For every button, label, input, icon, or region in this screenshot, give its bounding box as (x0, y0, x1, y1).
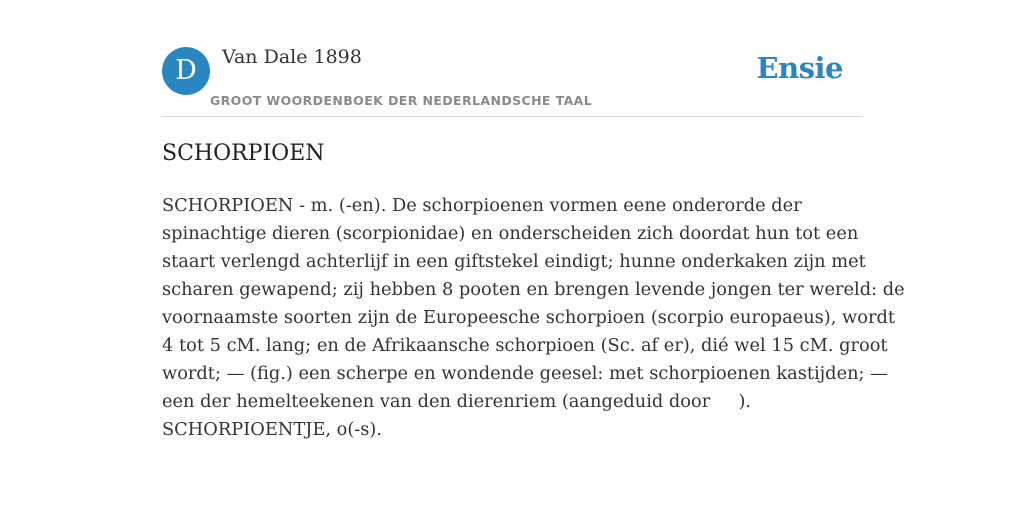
definition-line: staart verlengd achterlijf in een giftstekel eindigt; hunne onderkaken zijn met (162, 251, 866, 272)
definition-line: SCHORPIOENTJE, o(-s). (162, 419, 382, 440)
definition-line: scharen gewapend; zij hebben 8 pooten en brengen levende jongen ter wereld: de (162, 279, 905, 300)
entry-definition (162, 192, 905, 444)
dictionary-card (162, 0, 905, 512)
source-title[interactable]: Van Dale 1898 (222, 46, 362, 68)
definition-line: SCHORPIOEN - m. (-en). De schorpioenen vormen eene onderorde der (162, 195, 802, 216)
source-header (162, 0, 862, 117)
definition-line: spinachtige dieren (scorpionidae) en onderscheiden zich doordat hun tot een (162, 223, 859, 244)
entry-headword: SCHORPIOEN (162, 141, 325, 166)
source-subtitle: GROOT WOORDENBOEK DER NEDERLANDSCHE TAAL (210, 93, 593, 108)
definition-line: voornaamste soorten zijn de Europeesche schorpioen (scorpio europaeus), wordt (162, 307, 895, 328)
brand-logo[interactable]: Ensie (756, 51, 843, 85)
definition-line: 4 tot 5 cM. lang; en de Afrikaansche schorpioen (Sc. af er), dié wel 15 cM. groot (162, 335, 888, 356)
source-avatar[interactable]: D (162, 47, 210, 95)
definition-line: een der hemelteekenen van den dierenriem (aangeduid door ). (162, 391, 752, 412)
definition-line: wordt; — (fig.) een scherpe en wondende geesel: met schorpioenen kastijden; — (162, 363, 888, 384)
